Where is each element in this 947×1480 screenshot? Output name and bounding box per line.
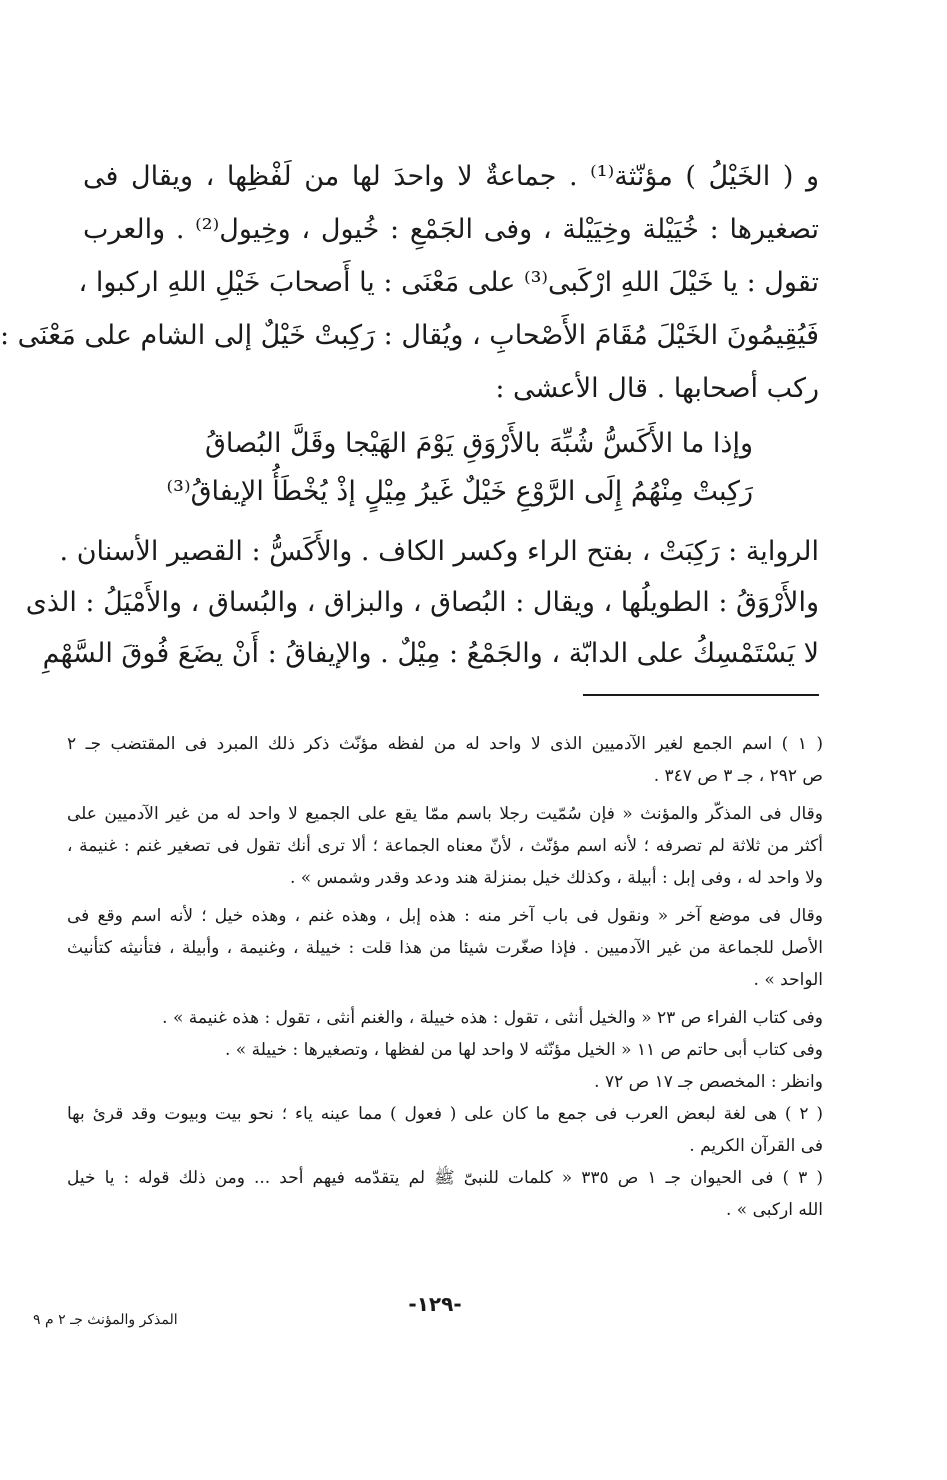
main-text-line: و ( الخَيْلُ ) مؤنّثة⁽¹⁾ . جماعةٌ لا واحدَ لها من لَفْظِها ، ويقال فى	[83, 161, 819, 192]
footnote-line: ( ٢ ) هى لغة لبعض العرب فى جمع ما كان على ( فعول ) مما عينه ياء ؛ نحو بيت وبيوت وقد قرئ بها	[67, 1104, 823, 1124]
footnote-line: وفى كتاب أبى حاتم ص ١١ « الخيل مؤنّثه لا واحد لها من لفظها ، وتصغيرها : خييلة » .	[224, 1040, 823, 1060]
footnote-line: وفى كتاب الفراء ص ٢٣ « والخيل أنثى ، تقول : هذه خييلة ، والغنم أنثى ، تقول : هذه غنيمة » .	[162, 1008, 823, 1028]
footnotes-block	[67, 728, 823, 1226]
main-text-line: والأَرْوَقُ : الطويلُها ، ويقال : البُصاق ، والبزاق ، والبُساق ، والأَمْيَلُ : الذى	[25, 587, 819, 618]
footnote-line: ص ٢٩٢ ، جـ ٣ ص ٣٤٧ .	[653, 766, 823, 786]
main-text-block	[0, 150, 819, 415]
running-footer: المذكر والمؤنث جـ ٢ م ٩	[33, 1312, 178, 1328]
footnote-line: ( ٣ ) فى الحيوان جـ ١ ص ٣٣٥ « كلمات للنبىّ ﷺ لم يتقدّمه فيهم أحد ... ومن ذلك قوله : يا خيل	[67, 1168, 823, 1188]
footnote-line: وقال فى المذكّر والمؤنث « فإن سُمّيت رجلا باسم ممّا يقع على الجميع لا واحد له من غير الآدميين على	[67, 804, 823, 824]
footnote-separator	[583, 694, 819, 696]
main-text-block-2	[25, 526, 819, 679]
poetry-verse: رَكِبتْ مِنْهُمُ إِلَى الرَّوْعِ خَيْلٌ غَيرُ مِيْلٍ إذْ يُخْطَأُ الإيفاقُ⁽³⁾	[166, 476, 753, 507]
footnote-line: الأصل للجماعة من غير الآدميين . فإذا صغّرت شيئا من هذا قلت : خييلة ، وغنيمة ، وأبيلة ، فتأنيثه كتأنيث	[67, 938, 823, 958]
poetry-verse: وإذا ما الأَكَسُّ شُبِّهَ بالأَرْوَقِ يَوْمَ الهَيْجا وقَلَّ البُصاقُ	[204, 428, 753, 459]
footnote-line: وانظر : المخصص جـ ١٧ ص ٧٢ .	[594, 1072, 823, 1092]
footnote-line: فى القرآن الكريم .	[689, 1136, 823, 1156]
footnote-line: الله اركبى » .	[726, 1200, 823, 1220]
footnote-line: ( ١ ) اسم الجمع لغير الآدميين الذى لا واحد له من لفظه مؤنّث ذكر ذلك المبرد فى المقتضب جـ ٢	[67, 734, 823, 754]
page-number: -١٢٩-	[408, 1292, 462, 1316]
footnote-line: وقال فى موضع آخر « ونقول فى باب آخر منه : هذه إبل ، وهذه غنم ، وهذه خيل ؛ لأنه اسم وقع فى	[67, 906, 823, 926]
footnote-line: الواحد » .	[753, 970, 823, 990]
main-text-line: فَيُقِيمُونَ الخَيْلَ مُقَامَ الأَصْحابِ ، ويُقال : رَكِبتْ خَيْلٌ إلى الشام على مَعْنَى :	[0, 320, 819, 351]
main-text-line: تصغيرها : خُيَيْلة وخِيَيْلة ، وفى الجَمْعِ : خُيول ، وخِيول⁽²⁾ . والعرب	[83, 214, 819, 245]
main-text-line: تقول : يا خَيْلَ اللهِ ارْكَبى⁽³⁾ على مَعْنَى : يا أَصحابَ خَيْلِ اللهِ اركبوا ،	[78, 267, 819, 298]
footnote-line: أكثر من ثلاثة لم تصرفه ؛ لأنه اسم مؤنّث ، لأنّ معناه الجماعة ؛ ألا ترى أنك تقول فى تصغير غنم : غنيمة ،	[67, 836, 823, 856]
footnote-line: ولا واحد له ، وفى إبل : أبيلة ، وكذلك خيل بمنزلة هند ودعد وقدر وشمس » .	[290, 868, 823, 888]
main-text-line: لا يَسْتَمْسِكُ على الدابّة ، والجَمْعُ : مِيْلٌ . والإيفاقُ : أَنْ يضَعَ فُوقَ السَّهْمِ	[42, 638, 819, 669]
main-text-line: ركب أصحابها . قال الأعشى :	[495, 373, 819, 404]
main-text-line: الرواية : رَكِبَتْ ، بفتح الراء وكسر الكاف . والأَكَسُّ : القصير الأسنان .	[59, 536, 819, 567]
